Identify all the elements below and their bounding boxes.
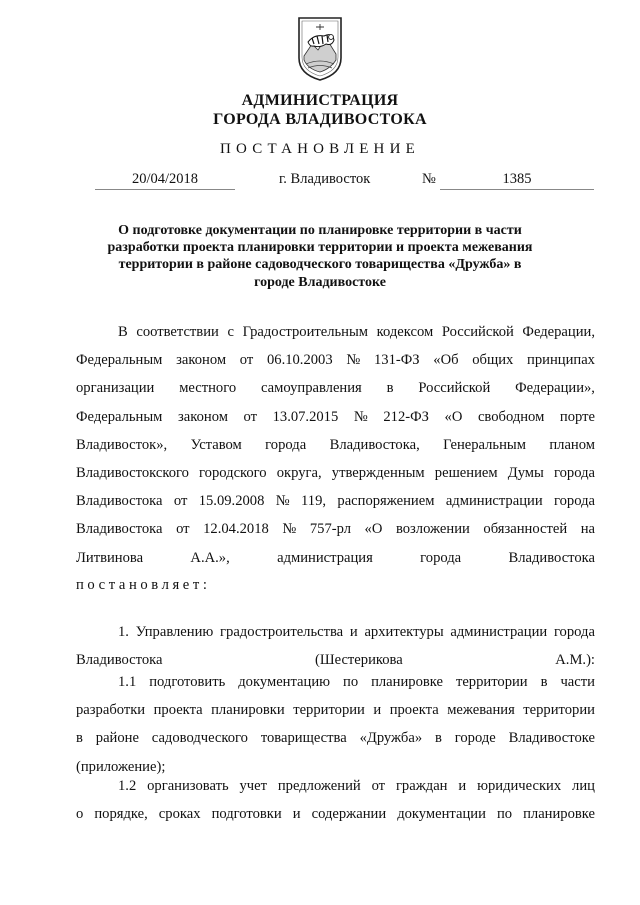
document-title: О подготовке документации по планировке территории в части разработки проекта планировки территории и проекта межевания территории в районе садоводческого товарищества «Дружба» в городе Владивостоке — [107, 223, 533, 290]
text-line: 1.1 подготовить документацию по планировке территории в части — [118, 674, 595, 690]
text-line: Владивосток», Уставом города Владивостока, Генеральным планом — [76, 436, 595, 453]
text-line: о порядке, сроках подготовки и содержании документации по планировке — [76, 806, 595, 823]
organization-name-line1: АДМИНИСТРАЦИЯ — [241, 92, 399, 109]
document-number-sign: № — [422, 171, 436, 187]
text-line: Владивостокского городского округа, утвержденным решением Думы города — [76, 464, 595, 481]
text-line: В соответствии с Градостроительным кодексом Российской Федерации, — [118, 324, 595, 340]
city-coat-of-arms-icon — [296, 14, 344, 82]
text-line: Владивостока (Шестерикова А.М.): — [76, 652, 595, 669]
text-line: Владивостока от 12.04.2018 № 757-рл «О возложении обязанностей на — [76, 521, 595, 538]
text-line: (приложение); — [76, 758, 166, 775]
clause-1-2 — [76, 772, 595, 828]
text-line: 1. Управлению градостроительства и архитектуры администрации города — [118, 624, 595, 640]
text-line: Владивостока от 15.09.2008 № 119, распоряжением администрации города — [76, 493, 595, 510]
clause-1-1 — [76, 668, 595, 781]
text-line: организации местного самоуправления в Российской Федерации», — [76, 380, 595, 397]
document-date: 20/04/2018 — [95, 171, 235, 190]
text-line: 1.2 организовать учет предложений от граждан и юридических лиц — [118, 778, 595, 794]
text-line: Федеральным законом от 06.10.2003 № 131-ФЗ «Об общих принципах — [76, 352, 595, 369]
preamble-paragraph — [76, 318, 595, 572]
text-line: Литвинова А.А.», администрация города Владивостока — [76, 549, 595, 566]
document-number: 1385 — [440, 171, 594, 190]
organization-name-line2: ГОРОДА ВЛАДИВОСТОКА — [213, 111, 427, 128]
resolves-keyword: постановляет: — [76, 577, 211, 593]
text-line: Федеральным законом от 13.07.2015 № 212-ФЗ «О свободном порте — [76, 408, 595, 425]
text-line: разработки проекта планировки территории и проекта межевания территории — [76, 702, 595, 719]
document-type: ПОСТАНОВЛЕНИЕ — [220, 141, 420, 157]
text-line: в районе садоводческого товарищества «Дружба» в городе Владивостоке — [76, 730, 595, 747]
document-city: г. Владивосток — [279, 171, 371, 187]
clause-1 — [76, 618, 595, 674]
